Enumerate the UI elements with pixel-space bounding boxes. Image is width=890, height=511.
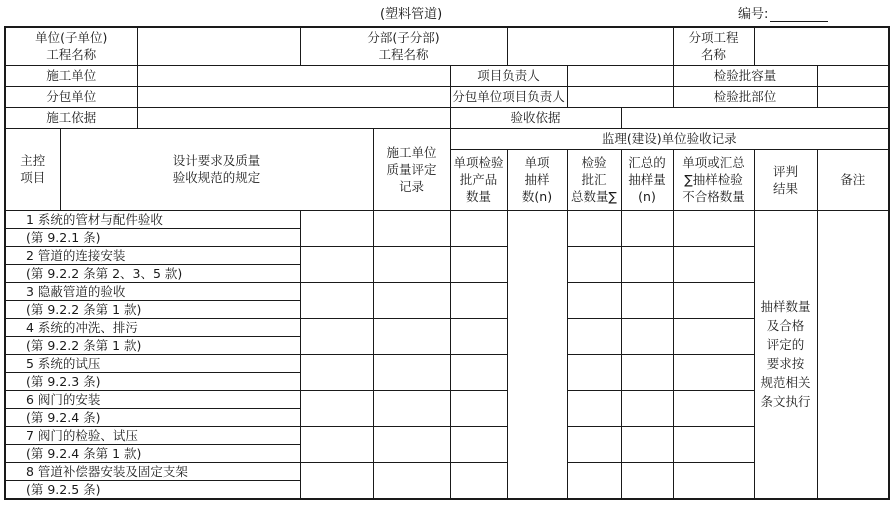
unit-name-label: 单位(子单位) 工程名称 [5, 27, 137, 65]
unqualified-count-cell[interactable] [621, 210, 673, 246]
info-row-1 [5, 27, 889, 65]
unqualified-count-cell[interactable] [621, 318, 673, 354]
total-quantity-header: 检验 批汇 总数量∑ [567, 149, 621, 210]
check-item-clause: (第 9.2.1 条) [5, 228, 300, 246]
form-number-field[interactable] [770, 9, 828, 22]
total-sample-cell[interactable] [567, 462, 621, 499]
check-item-title: 2 管道的连接安装 [5, 246, 300, 264]
check-item-title: 7 阀门的检验、试压 [5, 426, 300, 444]
sample-count-cell[interactable] [450, 210, 507, 246]
unqualified-count-cell[interactable] [621, 390, 673, 426]
check-item-title: 1 系统的管材与配件验收 [5, 210, 300, 228]
result-header: 评判 结果 [754, 149, 817, 210]
self-evaluation-cell[interactable] [300, 246, 373, 282]
sample-count-cell[interactable] [450, 354, 507, 390]
batch-quantity-cell[interactable] [373, 390, 450, 426]
check-item-title: 8 管道补偿器安装及固定支架 [5, 462, 300, 480]
acceptance-basis-label: 验收依据 [450, 107, 621, 128]
self-evaluation-cell[interactable] [300, 210, 373, 246]
result-cell[interactable] [673, 246, 754, 282]
item-name-value[interactable] [754, 27, 889, 65]
item-name-label: 分项工程 名称 [673, 27, 754, 65]
project-manager-value[interactable] [567, 65, 673, 86]
subpart-name-label: 分部(子分部) 工程名称 [300, 27, 507, 65]
total-sample-cell[interactable] [567, 282, 621, 318]
check-item-clause: (第 9.2.5 条) [5, 480, 300, 499]
batch-quantity-header: 单项检验 批产品 数量 [450, 149, 507, 210]
batch-location-value[interactable] [817, 86, 889, 107]
total-sample-cell[interactable] [567, 246, 621, 282]
form-number-label: 编号: [738, 7, 769, 22]
unqualified-count-cell[interactable] [621, 246, 673, 282]
total-quantity-cell[interactable] [507, 210, 567, 499]
batch-location-label: 检验批部位 [673, 86, 817, 107]
check-item-clause: (第 9.2.2 条第 1 款) [5, 336, 300, 354]
project-manager-label: 项目负责人 [450, 65, 567, 86]
column-header-row-1 [5, 128, 889, 149]
sample-count-cell[interactable] [450, 282, 507, 318]
sample-count-cell[interactable] [450, 390, 507, 426]
result-cell[interactable] [673, 354, 754, 390]
batch-quantity-cell[interactable] [373, 426, 450, 462]
remarks-note: 抽样数量 及合格 评定的 要求按 规范相关 条文执行 [754, 210, 817, 499]
result-cell[interactable] [673, 318, 754, 354]
check-item-title: 5 系统的试压 [5, 354, 300, 372]
total-sample-cell[interactable] [567, 426, 621, 462]
main-control-label: 主控 项目 [5, 128, 60, 210]
total-sample-cell[interactable] [567, 210, 621, 246]
batch-quantity-cell[interactable] [373, 462, 450, 499]
total-sample-cell[interactable] [567, 354, 621, 390]
unqualified-count-cell[interactable] [621, 354, 673, 390]
result-cell[interactable] [673, 462, 754, 499]
info-row-4 [5, 107, 889, 128]
check-items [5, 210, 889, 499]
sub-pm-value[interactable] [567, 86, 673, 107]
construction-basis-value[interactable] [137, 107, 450, 128]
result-cell[interactable] [673, 390, 754, 426]
check-item-clause: (第 9.2.4 条第 1 款) [5, 444, 300, 462]
sample-count-header: 单项 抽样 数(n) [507, 149, 567, 210]
result-cell[interactable] [673, 426, 754, 462]
result-cell[interactable] [673, 282, 754, 318]
total-sample-cell[interactable] [567, 390, 621, 426]
sub-pm-label: 分包单位项目负责人 [450, 86, 567, 107]
construction-basis-label: 施工依据 [5, 107, 137, 128]
self-evaluation-cell[interactable] [300, 462, 373, 499]
unqualified-count-cell[interactable] [621, 282, 673, 318]
contractor-label: 施工单位 [5, 65, 137, 86]
form-subtitle: (塑料管道) [380, 7, 443, 22]
info-row-2 [5, 65, 889, 86]
sample-count-cell[interactable] [450, 246, 507, 282]
self-evaluation-header: 施工单位 质量评定 记录 [373, 128, 450, 210]
self-evaluation-cell[interactable] [300, 354, 373, 390]
design-requirement-header: 设计要求及质量 验收规范的规定 [60, 128, 373, 210]
result-cell[interactable] [673, 210, 754, 246]
batch-quantity-cell[interactable] [373, 246, 450, 282]
check-item-clause: (第 9.2.4 条) [5, 408, 300, 426]
total-sample-header: 汇总的 抽样量 (n) [621, 149, 673, 210]
check-item-title: 4 系统的冲洗、排污 [5, 318, 300, 336]
batch-capacity-value[interactable] [817, 65, 889, 86]
inspection-form-table [4, 26, 890, 500]
check-item-title: 3 隐蔽管道的验收 [5, 282, 300, 300]
form-number [738, 3, 828, 22]
subcontractor-value[interactable] [137, 86, 450, 107]
subpart-name-value[interactable] [507, 27, 673, 65]
acceptance-basis-value[interactable] [621, 107, 889, 128]
batch-quantity-cell[interactable] [373, 318, 450, 354]
batch-quantity-cell[interactable] [373, 354, 450, 390]
unqualified-count-header: 单项或汇总 ∑抽样检验 不合格数量 [673, 149, 754, 210]
check-item-clause: (第 9.2.3 条) [5, 372, 300, 390]
contractor-value[interactable] [137, 65, 450, 86]
sample-count-cell[interactable] [450, 462, 507, 499]
info-row-3 [5, 86, 889, 107]
check-item-row [5, 210, 889, 228]
self-evaluation-cell[interactable] [300, 390, 373, 426]
check-item-clause: (第 9.2.2 条第 1 款) [5, 300, 300, 318]
self-evaluation-cell[interactable] [300, 318, 373, 354]
remarks-header: 备注 [817, 149, 889, 210]
sample-count-cell[interactable] [450, 318, 507, 354]
batch-capacity-label: 检验批容量 [673, 65, 817, 86]
batch-quantity-cell[interactable] [373, 210, 450, 246]
total-sample-cell[interactable] [567, 318, 621, 354]
check-item-title: 6 阀门的安装 [5, 390, 300, 408]
supervision-header: 监理(建设)单位验收记录 [450, 128, 889, 149]
subcontractor-label: 分包单位 [5, 86, 137, 107]
batch-quantity-cell[interactable] [373, 282, 450, 318]
check-item-clause: (第 9.2.2 条第 2、3、5 款) [5, 264, 300, 282]
unqualified-count-cell[interactable] [621, 426, 673, 462]
self-evaluation-cell[interactable] [300, 426, 373, 462]
sample-count-cell[interactable] [450, 426, 507, 462]
self-evaluation-cell[interactable] [300, 282, 373, 318]
unqualified-count-cell[interactable] [621, 462, 673, 499]
unit-name-value[interactable] [137, 27, 300, 65]
